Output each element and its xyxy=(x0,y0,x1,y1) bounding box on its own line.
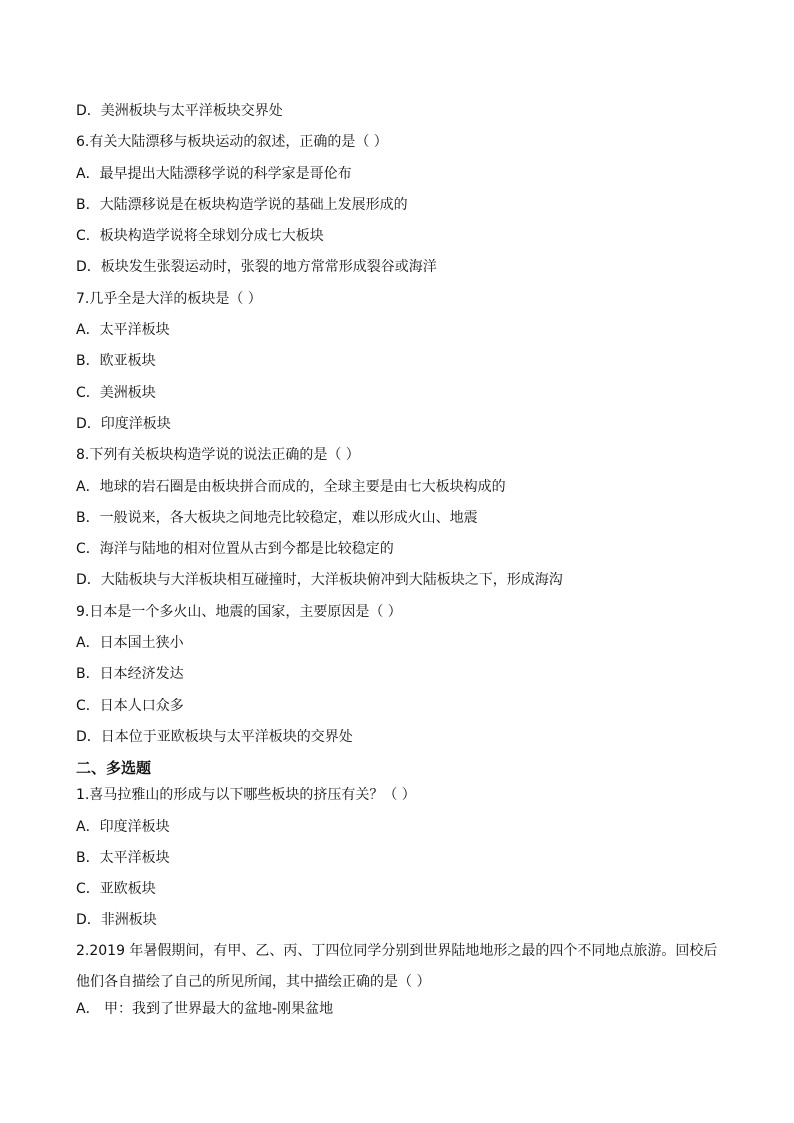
option-c-q6: C．板块构造学说将全球划分成七大板块 xyxy=(76,228,324,245)
document-page xyxy=(76,100,726,1029)
option-d-q6: D．板块发生张裂运动时，张裂的地方常常形成裂谷或海洋 xyxy=(76,259,437,276)
option-c-q7: C．美洲板块 xyxy=(76,384,156,401)
option-d-mq1: D．非洲板块 xyxy=(76,912,157,929)
multi-question-1: 1.喜马拉雅山的形成与以下哪些板块的挤压有关？（ ） xyxy=(76,787,416,804)
section-heading-multiple-choice: 二、多选题 xyxy=(76,759,152,778)
option-d-q8: D．大陆板块与大洋板块相互碰撞时，大洋板块俯冲到大陆板块之下，形成海沟 xyxy=(76,572,563,589)
option-c-q9: C．日本人口众多 xyxy=(76,697,184,714)
option-c-q8: C．海洋与陆地的相对位置从古到今都是比较稳定的 xyxy=(76,541,394,558)
option-b-q8: B．一般说来，各大板块之间地壳比较稳定，难以形成火山、地震 xyxy=(76,509,478,526)
option-a-q6: A．最早提出大陆漂移学说的科学家是哥伦布 xyxy=(76,165,352,182)
option-b-q9: B．日本经济发达 xyxy=(76,666,184,683)
option-b-mq1: B．太平洋板块 xyxy=(76,849,170,866)
option-b-q7: B．欧亚板块 xyxy=(76,353,156,370)
question-6: 6.有关大陆漂移与板块运动的叙述，正确的是（ ） xyxy=(76,134,388,151)
option-a-q7: A．太平洋板块 xyxy=(76,322,170,339)
option-a-mq2: A． 甲：我到了世界最大的盆地-刚果盆地 xyxy=(76,1000,334,1017)
option-c-mq1: C．亚欧板块 xyxy=(76,881,156,898)
option-a-q9: A．日本国土狭小 xyxy=(76,635,184,652)
question-7: 7.几乎全是大洋的板块是（ ） xyxy=(76,290,262,307)
option-b-q6: B．大陆漂移说是在板块构造学说的基础上发展形成的 xyxy=(76,196,408,213)
option-d-q5: D．美洲板块与太平洋板块交界处 xyxy=(76,103,283,119)
option-d-q9: D．日本位于亚欧板块与太平洋板块的交界处 xyxy=(76,728,353,745)
multi-question-2: 2.2019 年暑假期间，有甲、乙、丙、丁四位同学分别到世界陆地地形之最的四个不同地点旅游。回校后他们各自描绘了自己的所见所闻，其中描绘正确的是（ ） xyxy=(76,942,718,990)
option-a-mq1: A．印度洋板块 xyxy=(76,818,170,835)
question-8: 8.下列有关板块构造学说的说法正确的是（ ） xyxy=(76,447,360,464)
question-9: 9.日本是一个多火山、地震的国家，主要原因是（ ） xyxy=(76,603,402,620)
option-a-q8: A．地球的岩石圈是由板块拼合而成的，全球主要是由七大板块构成的 xyxy=(76,478,506,495)
option-d-q7: D．印度洋板块 xyxy=(76,415,171,432)
